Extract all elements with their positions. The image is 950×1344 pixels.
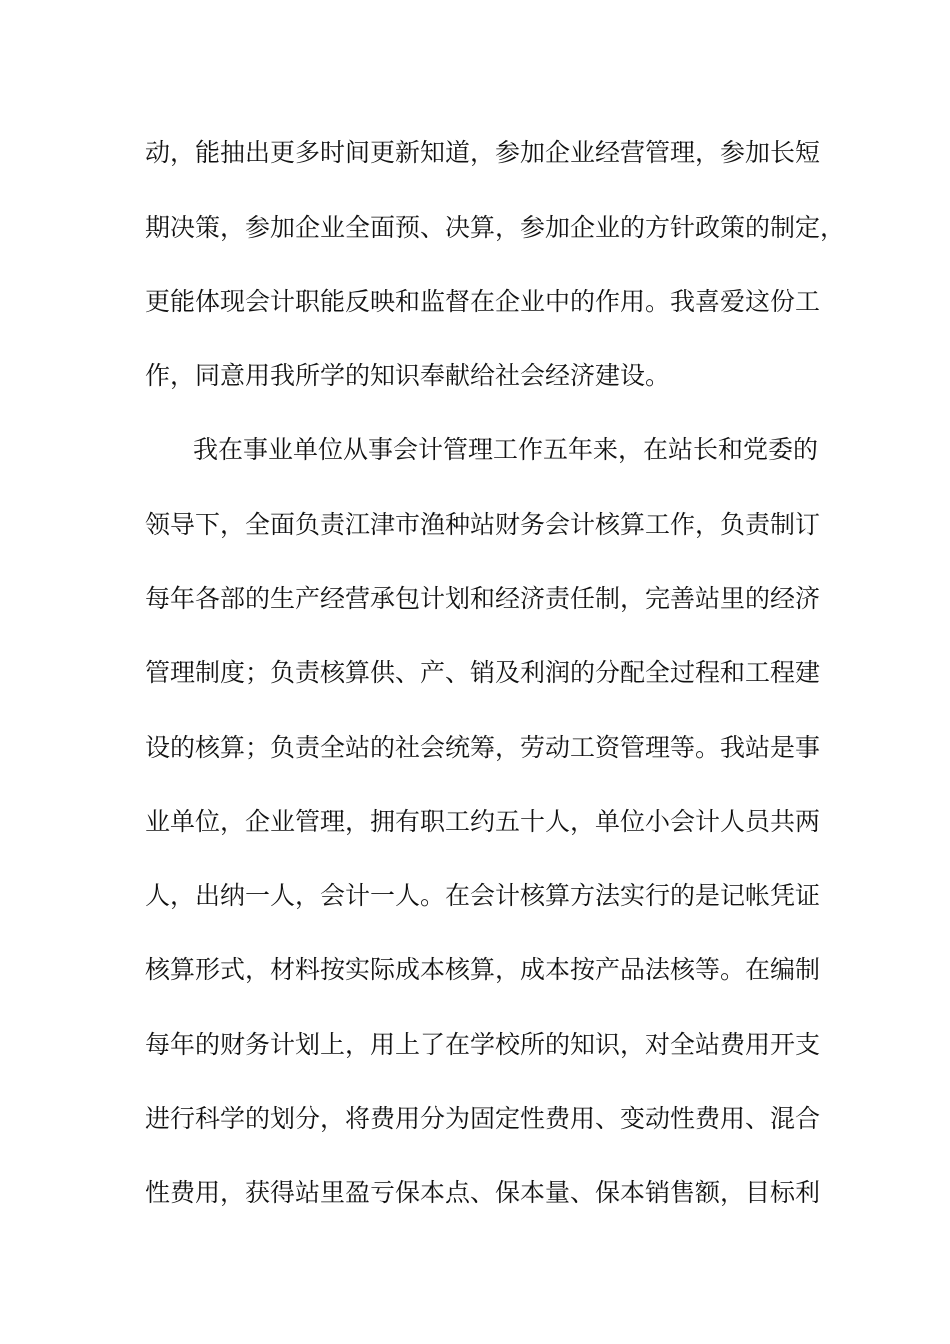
text-line: 业单位，企业管理，拥有职工约五十人，单位小会计人员共两: [145, 807, 821, 836]
text-line: 核算形式，材料按实际成本核算，成本按产品法核等。在编制: [145, 955, 821, 984]
text-line: 管理制度；负责核算供、产、销及利润的分配全过程和工程建: [145, 658, 821, 687]
text-line: 期决策，参加企业全面预、决算，参加企业的方针政策的制定，: [145, 213, 846, 242]
text-line: 作，同意用我所学的知识奉献给社会经济建设。: [145, 361, 671, 390]
text-line: 每年各部的生产经营承包计划和经济责任制，完善站里的经济: [145, 584, 821, 613]
text-line: 领导下，全面负责江津市渔种站财务会计核算工作，负责制订: [145, 510, 821, 539]
text-line: 进行科学的划分，将费用分为固定性费用、变动性费用、混合: [145, 1104, 821, 1133]
text-line: 动，能抽出更多时间更新知道，参加企业经营管理，参加长短: [145, 138, 821, 167]
text-line: 每年的财务计划上，用上了在学校所的知识，对全站费用开支: [145, 1030, 821, 1059]
text-line: 性费用，获得站里盈亏保本点、保本量、保本销售额，目标利: [145, 1178, 821, 1207]
text-line: 更能体现会计职能反映和监督在企业中的作用。我喜爱这份工: [145, 287, 821, 316]
text-line: 设的核算；负责全站的社会统筹，劳动工资管理等。我站是事: [145, 733, 821, 762]
paragraph-first-line: 我在事业单位从事会计管理工作五年来，在站长和党委的: [193, 435, 819, 464]
text-line: 人，出纳一人，会计一人。在会计核算方法实行的是记帐凭证: [145, 881, 821, 910]
